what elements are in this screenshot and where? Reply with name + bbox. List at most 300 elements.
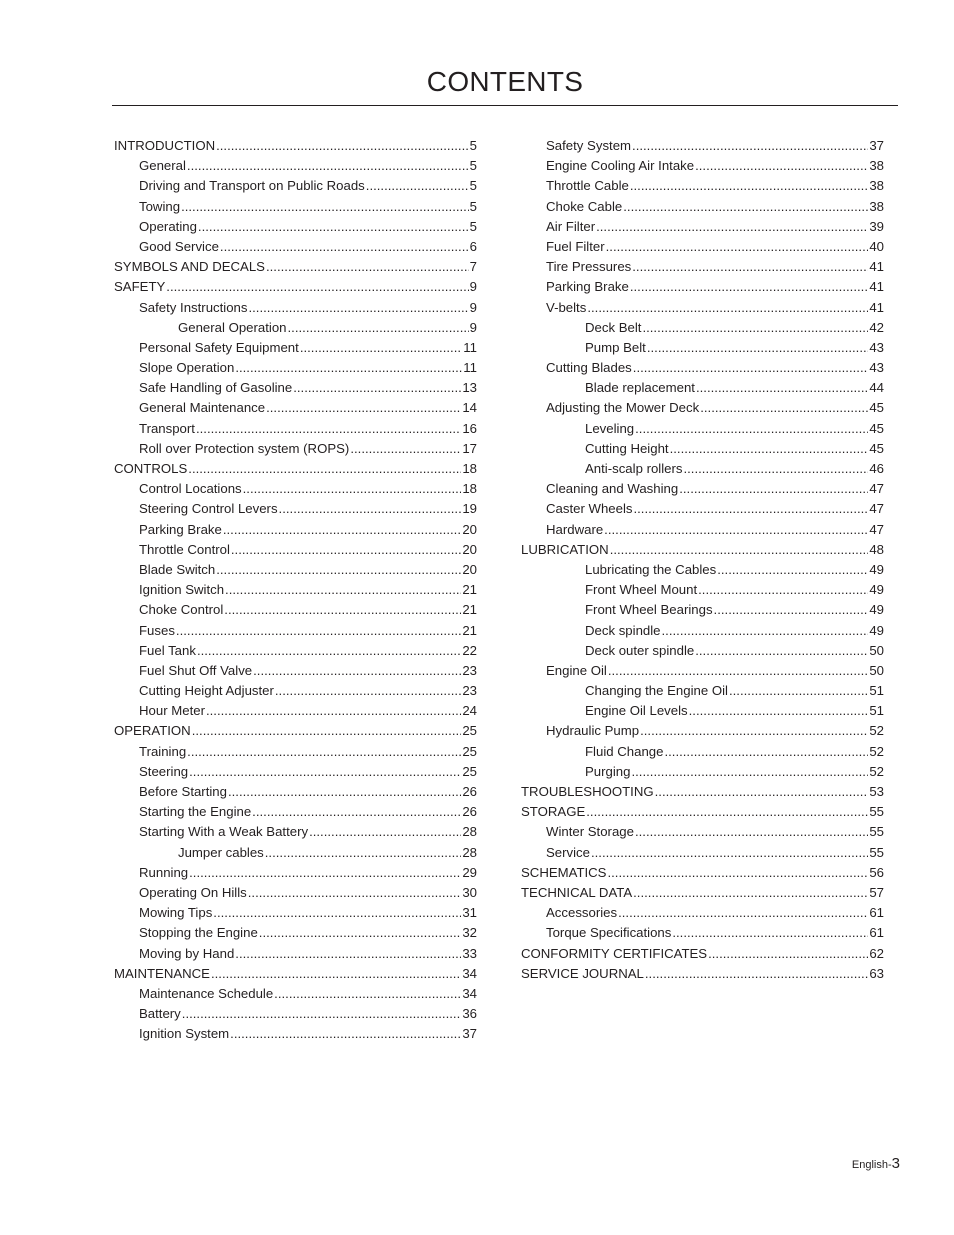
toc-entry[interactable] — [114, 923, 477, 943]
toc-right-column — [521, 136, 884, 984]
dot-leader — [586, 802, 868, 822]
toc-entry[interactable] — [521, 903, 884, 923]
dot-leader — [647, 338, 868, 358]
toc-entry-page: 24 — [462, 703, 477, 719]
toc-entry-label: Caster Wheels — [546, 501, 633, 517]
toc-entry-page: 46 — [869, 461, 884, 476]
toc-entry[interactable] — [114, 136, 477, 156]
toc-entry[interactable] — [521, 338, 884, 358]
toc-entry[interactable] — [114, 459, 477, 479]
toc-entry-label: Safety System — [546, 138, 632, 153]
toc-entry-label: Driving and Transport on Public Roads — [139, 178, 365, 194]
dot-leader — [223, 520, 462, 540]
toc-entry[interactable] — [521, 580, 884, 600]
dot-leader — [607, 863, 868, 883]
toc-entry-label: Steering Control Levers — [139, 501, 278, 517]
dot-leader — [689, 701, 869, 721]
toc-entry-page: 21 — [462, 582, 477, 598]
toc-entry[interactable] — [114, 499, 477, 519]
dot-leader — [618, 903, 868, 923]
toc-entry-label: Cutting Blades — [546, 360, 632, 376]
toc-entry-label: SYMBOLS AND DECALS — [114, 259, 265, 275]
toc-entry[interactable] — [521, 257, 884, 277]
toc-entry-page: 37 — [869, 138, 884, 153]
toc-entry-page: 9 — [469, 279, 477, 295]
toc-entry[interactable] — [114, 964, 477, 984]
toc-entry-label: Blade replacement — [585, 380, 695, 396]
dot-leader — [670, 439, 869, 459]
toc-entry-page: 25 — [462, 743, 477, 759]
toc-entry[interactable] — [114, 358, 477, 378]
toc-entry[interactable] — [521, 277, 884, 297]
toc-entry[interactable] — [114, 600, 477, 620]
toc-entry-page: 49 — [869, 622, 884, 638]
dot-leader — [181, 197, 469, 217]
toc-entry-page: 20 — [462, 541, 477, 557]
toc-entry-page: 43 — [869, 360, 884, 376]
toc-entry-page: 5 — [469, 158, 477, 174]
dot-leader — [235, 358, 462, 378]
toc-entry-label: CONFORMITY CERTIFICATES — [521, 945, 708, 961]
toc-entry-page: 63 — [869, 965, 884, 981]
dot-leader — [350, 439, 461, 459]
toc-entry-page: 52 — [869, 743, 884, 759]
toc-entry[interactable] — [114, 580, 477, 600]
toc-entry[interactable] — [114, 439, 477, 459]
toc-entry-page: 34 — [462, 985, 477, 1001]
dot-leader — [266, 257, 469, 277]
toc-entry[interactable] — [521, 621, 884, 641]
dot-leader — [604, 520, 868, 540]
toc-entry-label: Engine Cooling Air Intake — [546, 158, 695, 174]
toc-entry-page: 42 — [869, 319, 884, 335]
toc-entry-label: Safety Instructions — [139, 299, 248, 315]
toc-entry[interactable] — [521, 923, 884, 943]
toc-entry-label: Pump Belt — [585, 339, 646, 355]
toc-entry-label: Throttle Cable — [546, 178, 629, 194]
toc-entry[interactable] — [521, 298, 884, 318]
dot-leader — [216, 560, 461, 580]
dot-leader — [623, 197, 868, 217]
toc-entry[interactable] — [521, 661, 884, 681]
toc-entry-label: Lubricating the Cables — [585, 561, 717, 577]
dot-leader — [188, 459, 461, 479]
toc-entry[interactable] — [114, 661, 477, 681]
toc-entry-page: 41 — [869, 299, 884, 315]
toc-entry[interactable] — [521, 358, 884, 378]
dot-leader — [708, 944, 868, 964]
dot-leader — [606, 237, 869, 257]
toc-entry-label: Engine Oil — [546, 662, 607, 678]
toc-entry[interactable] — [114, 560, 477, 580]
toc-entry-label: STORAGE — [521, 804, 586, 820]
dot-leader — [182, 1004, 462, 1024]
toc-entry-page: 47 — [869, 501, 884, 517]
toc-entry-page: 49 — [869, 561, 884, 577]
toc-entry-label: Fluid Change — [585, 743, 664, 759]
toc-entry[interactable] — [114, 338, 477, 358]
toc-entry-label: Moving by Hand — [139, 945, 235, 961]
dot-leader — [309, 822, 461, 842]
toc-entry-label: Choke Cable — [546, 198, 623, 214]
toc-entry-page: 19 — [462, 501, 477, 517]
toc-entry[interactable] — [114, 176, 477, 196]
toc-entry[interactable] — [114, 782, 477, 802]
dot-leader — [197, 641, 461, 661]
toc-entry[interactable] — [114, 257, 477, 277]
toc-entry[interactable] — [114, 479, 477, 499]
toc-entry[interactable] — [521, 499, 884, 519]
toc-entry-label: V-belts — [546, 299, 587, 315]
dot-leader — [714, 600, 869, 620]
toc-entry-page: 5 — [469, 218, 477, 234]
toc-entry-label: Purging — [585, 763, 631, 779]
toc-entry[interactable] — [114, 883, 477, 903]
toc-entry-label: Good Service — [139, 238, 219, 254]
toc-entry-page: 31 — [462, 905, 477, 921]
toc-entry-page: 25 — [462, 723, 477, 739]
toc-entry-page: 51 — [869, 703, 884, 719]
dot-leader — [235, 944, 461, 964]
toc-entry[interactable] — [521, 540, 884, 560]
toc-entry-label: Personal Safety Equipment — [139, 339, 299, 355]
toc-entry-label: General Maintenance — [139, 400, 266, 416]
dot-leader — [189, 762, 461, 782]
toc-entry-label: MAINTENANCE — [114, 965, 210, 981]
toc-entry[interactable] — [114, 863, 477, 883]
dot-leader — [700, 398, 868, 418]
toc-entry[interactable] — [521, 560, 884, 580]
toc-entry-label: TECHNICAL DATA — [521, 884, 633, 900]
dot-leader — [213, 903, 461, 923]
toc-entry-page: 53 — [869, 784, 884, 799]
dot-leader — [187, 156, 469, 176]
toc-entry-label: Leveling — [585, 420, 635, 436]
toc-entry-page: 23 — [462, 662, 477, 678]
toc-entry-label: Changing the Engine Oil — [585, 683, 728, 699]
toc-entry-label: Front Wheel Bearings — [585, 602, 713, 618]
toc-entry[interactable] — [114, 903, 477, 923]
dot-leader — [642, 318, 868, 338]
toc-entry-page: 49 — [869, 582, 884, 598]
toc-entry[interactable] — [114, 621, 477, 641]
toc-entry[interactable] — [521, 136, 884, 156]
toc-entry[interactable] — [521, 176, 884, 196]
dot-leader — [717, 560, 868, 580]
toc-entry-label: Cleaning and Washing — [546, 481, 679, 497]
dot-leader — [698, 580, 868, 600]
toc-left-column — [114, 136, 477, 1044]
dot-leader — [274, 984, 461, 1004]
toc-entry-label: Throttle Control — [139, 541, 230, 557]
toc-entry-label: Cutting Height — [585, 440, 669, 456]
dot-leader — [631, 762, 868, 782]
toc-entry-page: 11 — [463, 339, 477, 355]
toc-entry-page: 9 — [469, 319, 477, 335]
toc-entry-label: Adjusting the Mower Deck — [546, 400, 700, 416]
toc-entry[interactable] — [521, 843, 884, 863]
toc-entry[interactable] — [521, 681, 884, 701]
toc-entry[interactable] — [114, 197, 477, 217]
toc-entry-page: 61 — [869, 905, 884, 921]
toc-entry-label: Control Locations — [139, 481, 242, 497]
dot-leader — [664, 742, 868, 762]
dot-leader — [683, 459, 868, 479]
dot-leader — [220, 237, 469, 257]
toc-entry-page: 41 — [869, 259, 884, 275]
toc-entry-label: Engine Oil Levels — [585, 703, 688, 719]
toc-entry[interactable] — [521, 721, 884, 741]
toc-entry-page: 26 — [462, 784, 477, 799]
toc-entry-label: Blade Switch — [139, 561, 216, 577]
toc-entry-page: 38 — [869, 178, 884, 194]
toc-entry[interactable] — [114, 701, 477, 721]
toc-entry-page: 9 — [469, 299, 477, 315]
toc-entry[interactable] — [114, 641, 477, 661]
dot-leader — [366, 176, 469, 196]
dot-leader — [635, 822, 868, 842]
toc-entry-page: 18 — [462, 481, 477, 497]
toc-entry[interactable] — [521, 197, 884, 217]
toc-entry-label: Front Wheel Mount — [585, 582, 698, 598]
toc-entry[interactable] — [521, 398, 884, 418]
toc-entry[interactable] — [114, 721, 477, 741]
toc-entry-page: 14 — [462, 400, 477, 416]
toc-entry-page: 45 — [869, 440, 884, 456]
dot-leader — [288, 318, 469, 338]
toc-entry-page: 49 — [869, 602, 884, 618]
toc-entry[interactable] — [521, 439, 884, 459]
toc-entry-page: 56 — [869, 864, 884, 880]
toc-entry-page: 55 — [869, 844, 884, 860]
dot-leader — [672, 923, 868, 943]
dot-leader — [608, 661, 868, 681]
toc-entry[interactable] — [114, 419, 477, 439]
toc-entry-label: Fuses — [139, 622, 175, 638]
toc-entry[interactable] — [114, 843, 477, 863]
dot-leader — [211, 964, 461, 984]
page-title: CONTENTS — [426, 66, 584, 97]
dot-leader — [265, 843, 462, 863]
toc-entry-page: 47 — [869, 481, 884, 497]
toc-entry-label: Fuel Shut Off Valve — [139, 662, 253, 678]
toc-entry-page: 38 — [869, 198, 884, 214]
toc-entry[interactable] — [114, 277, 477, 297]
toc-entry[interactable] — [114, 237, 477, 257]
toc-entry-label: SAFETY — [114, 279, 166, 295]
toc-entry-label: Before Starting — [139, 784, 227, 799]
toc-entry-page: 21 — [462, 622, 477, 638]
toc-entry-page: 45 — [869, 400, 884, 416]
toc-entry[interactable] — [114, 802, 477, 822]
toc-entry-page: 41 — [869, 279, 884, 295]
toc-entry-page: 23 — [462, 683, 477, 699]
toc-entry-page: 30 — [462, 884, 477, 900]
toc-entry[interactable] — [521, 782, 884, 802]
toc-entry[interactable] — [114, 298, 477, 318]
dot-leader — [587, 298, 868, 318]
toc-entry[interactable] — [521, 742, 884, 762]
dot-leader — [633, 358, 869, 378]
dot-leader — [196, 419, 461, 439]
toc-entry-page: 44 — [869, 380, 884, 396]
toc-entry[interactable] — [114, 378, 477, 398]
dot-leader — [206, 701, 461, 721]
toc-entry[interactable] — [114, 217, 477, 237]
toc-entry-page: 55 — [869, 824, 884, 840]
toc-entry-label: Anti-scalp rollers — [585, 461, 683, 476]
toc-entry[interactable] — [521, 318, 884, 338]
dot-leader — [591, 843, 868, 863]
dot-leader — [192, 721, 462, 741]
toc-entry[interactable] — [521, 237, 884, 257]
toc-entry-page: 11 — [463, 360, 477, 376]
dot-leader — [243, 479, 462, 499]
toc-entry-label: Deck Belt — [585, 319, 642, 335]
toc-entry[interactable] — [521, 883, 884, 903]
toc-entry[interactable] — [521, 419, 884, 439]
toc-entry-label: Tire Pressures — [546, 259, 632, 275]
toc-entry[interactable] — [521, 520, 884, 540]
dot-leader — [662, 621, 869, 641]
toc-entry[interactable] — [114, 318, 477, 338]
toc-entry[interactable] — [521, 600, 884, 620]
dot-leader — [729, 681, 868, 701]
toc-entry[interactable] — [114, 762, 477, 782]
toc-entry[interactable] — [521, 802, 884, 822]
dot-leader — [228, 782, 461, 802]
dot-leader — [632, 136, 868, 156]
toc-entry-label: Transport — [139, 420, 195, 436]
toc-entry[interactable] — [114, 540, 477, 560]
toc-entry[interactable] — [521, 964, 884, 984]
dot-leader — [696, 378, 868, 398]
toc-entry-label: Hydraulic Pump — [546, 723, 640, 739]
toc-entry-label: Choke Control — [139, 602, 224, 618]
title-divider — [112, 105, 898, 106]
toc-entry-label: SCHEMATICS — [521, 864, 607, 880]
toc-entry-page: 62 — [869, 945, 884, 961]
toc-entry-page: 21 — [462, 602, 477, 618]
toc-entry-page: 39 — [869, 218, 884, 234]
toc-entry[interactable] — [521, 459, 884, 479]
toc-entry-page: 20 — [462, 561, 477, 577]
toc-entry-page: 52 — [869, 763, 884, 779]
dot-leader — [216, 136, 469, 156]
dot-leader — [640, 721, 868, 741]
toc-entry-page: 43 — [869, 339, 884, 355]
dot-leader — [635, 419, 868, 439]
toc-entry-page: 34 — [462, 965, 477, 981]
dot-leader — [633, 883, 868, 903]
toc-entry-page: 18 — [462, 461, 477, 476]
dot-leader — [300, 338, 462, 358]
toc-entry-label: Operating — [139, 218, 197, 234]
toc-entry-label: Towing — [139, 198, 181, 214]
toc-entry[interactable] — [521, 641, 884, 661]
toc-entry-label: Running — [139, 864, 189, 880]
dot-leader — [679, 479, 868, 499]
toc-entry[interactable] — [114, 398, 477, 418]
toc-entry-label: INTRODUCTION — [114, 138, 216, 153]
toc-entry[interactable] — [114, 742, 477, 762]
toc-entry-page: 28 — [462, 844, 477, 860]
dot-leader — [630, 277, 869, 297]
toc-entry[interactable] — [521, 822, 884, 842]
dot-leader — [189, 863, 461, 883]
dot-leader — [632, 257, 868, 277]
toc-entry-label: Parking Brake — [546, 279, 629, 295]
toc-entry[interactable] — [114, 156, 477, 176]
toc-entry-page: 28 — [462, 824, 477, 840]
toc-entry-page: 52 — [869, 723, 884, 739]
toc-entry[interactable] — [114, 944, 477, 964]
toc-entry[interactable] — [521, 762, 884, 782]
toc-entry-label: CONTROLS — [114, 461, 188, 476]
toc-entry-page: 22 — [462, 642, 477, 658]
toc-entry[interactable] — [114, 1004, 477, 1024]
dot-leader — [633, 499, 868, 519]
toc-entry-page: 17 — [462, 440, 477, 456]
toc-entry[interactable] — [114, 1024, 477, 1044]
toc-entry-page: 45 — [869, 420, 884, 436]
toc-entry[interactable] — [521, 156, 884, 176]
toc-entry-page: 50 — [869, 642, 884, 658]
toc-entry[interactable] — [521, 217, 884, 237]
toc-entry-label: Operating On Hills — [139, 884, 247, 900]
toc-entry-label: Winter Storage — [546, 824, 634, 840]
toc-entry-label: General Operation — [178, 319, 287, 335]
toc-entry-page: 55 — [869, 804, 884, 820]
toc-entry-page: 57 — [869, 884, 884, 900]
dot-leader — [176, 621, 461, 641]
toc-entry-page: 51 — [869, 683, 884, 699]
toc-entry-label: Ignition Switch — [139, 582, 225, 598]
toc-entry[interactable] — [521, 944, 884, 964]
dot-leader — [630, 176, 869, 196]
toc-entry[interactable] — [521, 863, 884, 883]
toc-entry-label: SERVICE JOURNAL — [521, 965, 644, 981]
toc-entry[interactable] — [521, 378, 884, 398]
dot-leader — [248, 298, 468, 318]
dot-leader — [279, 499, 462, 519]
toc-entry-page: 26 — [462, 804, 477, 820]
dot-leader — [695, 156, 868, 176]
toc-entry-page: 6 — [469, 238, 477, 254]
toc-entry-page: 5 — [469, 198, 477, 214]
toc-entry-page: 13 — [462, 380, 477, 396]
dot-leader — [187, 742, 461, 762]
toc-entry[interactable] — [114, 681, 477, 701]
toc-entry[interactable] — [114, 520, 477, 540]
toc-entry[interactable] — [114, 822, 477, 842]
toc-entry-page: 50 — [869, 662, 884, 678]
toc-entry-label: Hardware — [546, 521, 604, 537]
toc-entry-label: Safe Handling of Gasoline — [139, 380, 293, 396]
toc-entry-page: 5 — [469, 178, 477, 194]
dot-leader — [225, 580, 461, 600]
toc-entry[interactable] — [521, 479, 884, 499]
toc-entry-page: 16 — [462, 420, 477, 436]
toc-entry-label: Ignition System — [139, 1026, 230, 1042]
dot-leader — [596, 217, 868, 237]
toc-entry-label: Steering — [139, 763, 189, 779]
toc-entry-label: OPERATION — [114, 723, 191, 739]
dot-leader — [266, 398, 461, 418]
toc-entry[interactable] — [521, 701, 884, 721]
toc-entry-label: Fuel Filter — [546, 238, 605, 254]
toc-entry[interactable] — [114, 984, 477, 1004]
